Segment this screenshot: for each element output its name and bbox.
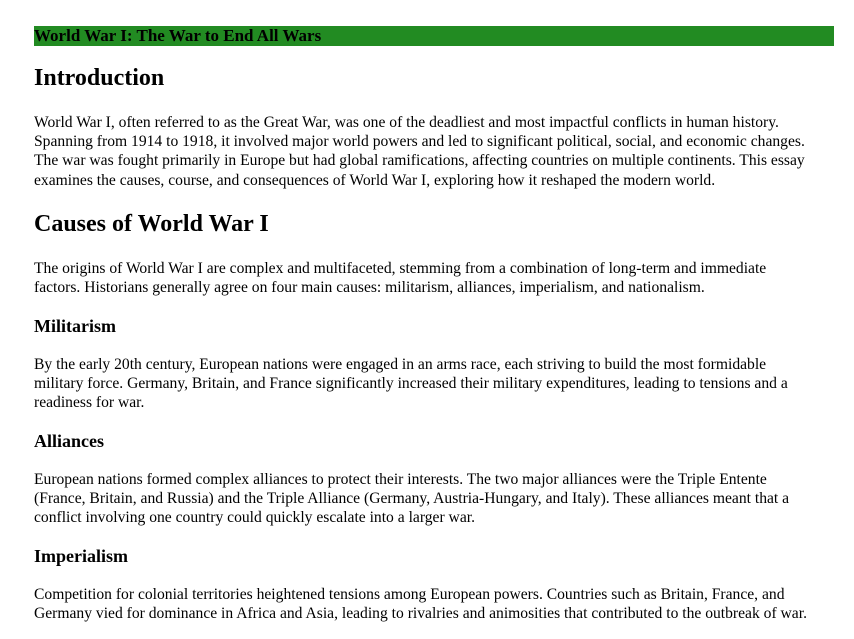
paragraph-line: European nations formed complex alliances to protect their interests. The two major alliances were the Triple Entente [34, 471, 767, 488]
paragraph-militarism [34, 355, 834, 413]
paragraph-line: (France, Britain, and Russia) and the Triple Alliance (Germany, Austria-Hungary, and Italy). These alliances meant that a [34, 490, 790, 508]
paragraph-line: factors. Historians generally agree on four main causes: militarism, alliances, imperialism, and nationalism. [34, 279, 705, 297]
paragraph-line: The origins of World War I are complex and multifaceted, stemming from a combination of long-term and immediate [34, 260, 767, 277]
paragraph-line: By the early 20th century, European nations were engaged in an arms race, each striving to build the most formidable [34, 356, 767, 373]
title-banner [34, 26, 834, 46]
heading-militarism: Militarism [34, 316, 116, 336]
paragraph-introduction [34, 113, 834, 190]
paragraph-line: conflict involving one country could quickly escalate into a larger war. [34, 509, 475, 527]
paragraph-line: examines the causes, course, and consequences of World War I, exploring how it reshaped the modern world. [34, 171, 716, 189]
paragraph-imperialism [34, 585, 834, 623]
section-imperialism [34, 545, 834, 567]
heading-alliances: Alliances [34, 431, 104, 451]
section-militarism [34, 315, 834, 337]
paragraph-alliances [34, 470, 834, 528]
heading-introduction: Introduction [34, 65, 165, 91]
paragraph-causes [34, 259, 834, 297]
paragraph-line: The war was fought primarily in Europe but had global ramifications, affecting countries on multiple continents. This essay [34, 152, 805, 170]
heading-imperialism: Imperialism [34, 546, 128, 566]
paragraph-line: Germany vied for dominance in Africa and Asia, leading to rivalries and animosities that contributed to the outbreak of war. [34, 605, 807, 623]
section-alliances [34, 430, 834, 452]
paragraph-line: Spanning from 1914 to 1918, it involved major world powers and led to significant political, social, and economic changes. [34, 133, 805, 151]
paragraph-line: readiness for war. [34, 394, 145, 412]
section-causes [34, 210, 834, 238]
heading-causes: Causes of World War I [34, 211, 269, 237]
paragraph-line: World War I, often referred to as the Great War, was one of the deadliest and most impactful conflicts in human history. [34, 114, 779, 131]
page-title: World War I: The War to End All Wars [34, 26, 322, 45]
paragraph-line: Competition for colonial territories heightened tensions among European powers. Countries such as Britain, France, and [34, 586, 785, 603]
section-introduction [34, 64, 834, 92]
paragraph-line: military force. Germany, Britain, and France significantly increased their military expenditures, leading to tensions and a [34, 375, 788, 393]
